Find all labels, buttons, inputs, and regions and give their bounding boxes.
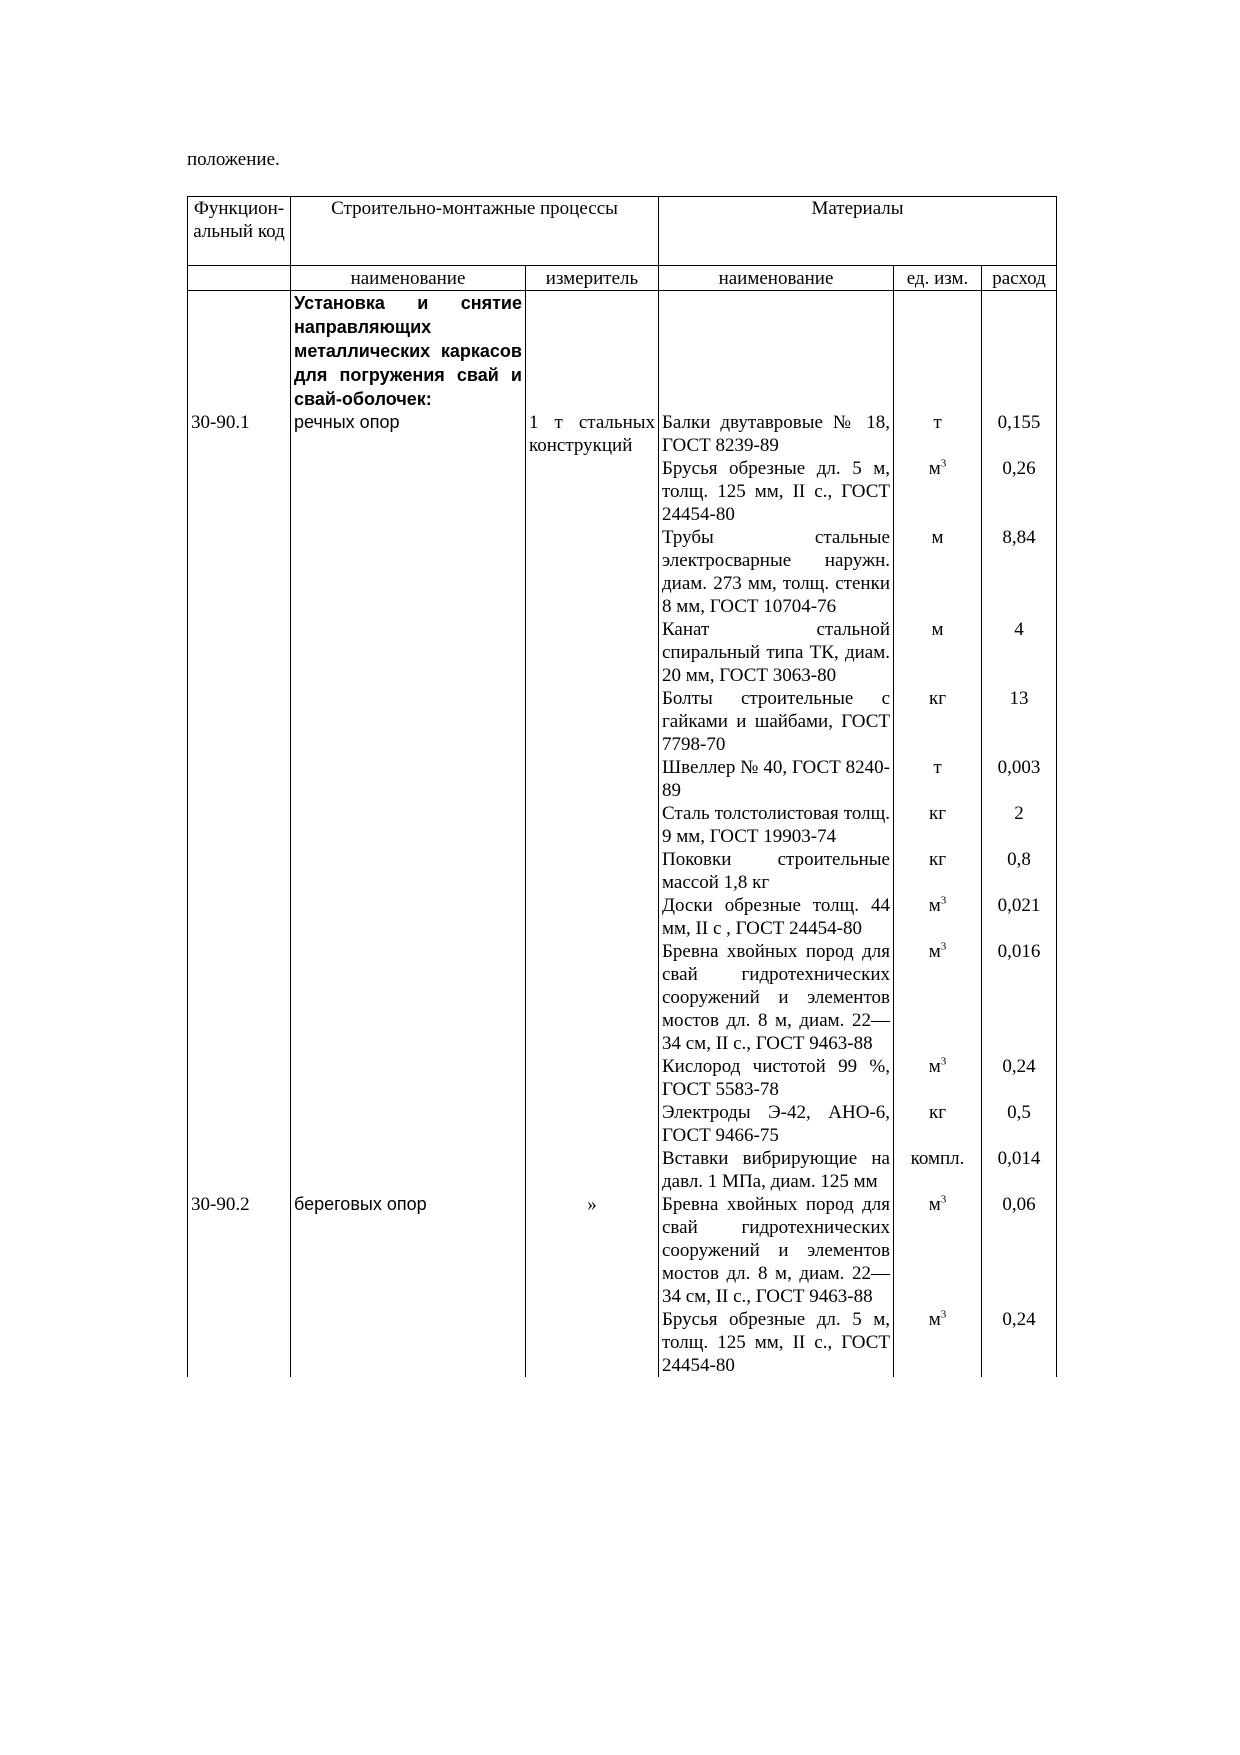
material-unit xyxy=(894,411,982,457)
material-qty: 0,8 xyxy=(982,848,1057,894)
unit-superscript: 3 xyxy=(940,1055,947,1068)
row-process-empty xyxy=(291,940,526,1055)
unit-superscript: 3 xyxy=(940,894,947,907)
row-code-empty xyxy=(188,802,291,848)
unit-superscript: 3 xyxy=(940,940,947,953)
material-name: Поковки строительные массой 1,8 кг xyxy=(659,848,894,894)
material-qty: 0,26 xyxy=(982,457,1057,526)
material-name: Швеллер № 40, ГОСТ 8240-89 xyxy=(659,756,894,802)
unit-text: м xyxy=(928,1309,941,1330)
row-code-empty xyxy=(188,848,291,894)
row-code-empty xyxy=(188,526,291,618)
row-measure: 1 т стальных конструкций xyxy=(526,411,659,457)
unit-text: т xyxy=(933,412,942,433)
unit-superscript: 3 xyxy=(940,1193,947,1206)
material-name: Вставки вибрирующие на давл. 1 МПа, диам. 125 мм xyxy=(659,1147,894,1193)
material-unit xyxy=(894,802,982,848)
row-measure-empty xyxy=(526,1055,659,1101)
row-code-empty xyxy=(188,457,291,526)
material-name: Брусья обрезные дл. 5 м, толщ. 125 мм, II с., ГОСТ 24454-80 xyxy=(659,457,894,526)
material-unit xyxy=(894,687,982,756)
material-qty: 0,5 xyxy=(982,1101,1057,1147)
row-process-empty xyxy=(291,1147,526,1193)
table-row xyxy=(188,802,1057,848)
row-measure-empty xyxy=(526,802,659,848)
table-row xyxy=(188,848,1057,894)
header-processes: Строительно-монтажные процессы xyxy=(291,197,659,266)
header-unit: ед. изм. xyxy=(894,266,982,291)
table-row xyxy=(188,457,1057,526)
unit-text: м xyxy=(928,1056,941,1077)
unit-text: м xyxy=(928,458,941,479)
unit-text: м xyxy=(931,619,944,640)
row-measure-empty xyxy=(526,618,659,687)
unit-text: кг xyxy=(928,803,947,824)
row-code: 30-90.1 xyxy=(188,411,291,457)
row-measure-empty xyxy=(526,940,659,1055)
header-materials: Материалы xyxy=(659,197,1057,266)
unit-superscript: 3 xyxy=(940,457,947,470)
header-row-sub xyxy=(188,266,1057,291)
row-process-empty xyxy=(291,1055,526,1101)
material-qty: 0,003 xyxy=(982,756,1057,802)
row-code-empty xyxy=(188,940,291,1055)
header-qty: расход xyxy=(982,266,1057,291)
row-measure-empty xyxy=(526,894,659,940)
material-name: Сталь толстолистовая толщ. 9 мм, ГОСТ 19903-74 xyxy=(659,802,894,848)
row-code-empty xyxy=(188,756,291,802)
table-row xyxy=(188,526,1057,618)
unit-text: кг xyxy=(928,849,947,870)
unit-superscript: 3 xyxy=(940,1308,947,1321)
material-qty: 2 xyxy=(982,802,1057,848)
material-unit xyxy=(894,756,982,802)
material-name: Бревна хвойных пород для свай гидротехнических сооружений и элементов мостов дл. 8 м, диам. 22—34 см, II с., ГОСТ 9463-88 xyxy=(659,1193,894,1308)
group-title: Установка и снятие направляющих металлических каркасов для погружения свай и свай-оболочек: xyxy=(291,291,526,412)
material-name: Кислород чистотой 99 %, ГОСТ 5583-78 xyxy=(659,1055,894,1101)
row-measure-empty xyxy=(526,848,659,894)
row-process-empty xyxy=(291,1308,526,1377)
intro-text: положение. xyxy=(187,149,280,170)
table-row xyxy=(188,940,1057,1055)
material-unit xyxy=(894,618,982,687)
material-name: Брусья обрезные дл. 5 м, толщ. 125 мм, II с., ГОСТ 24454-80 xyxy=(659,1308,894,1377)
row-process-empty xyxy=(291,618,526,687)
material-name: Балки двутавровые № 18, ГОСТ 8239-89 xyxy=(659,411,894,457)
material-unit xyxy=(894,1055,982,1101)
material-unit xyxy=(894,1101,982,1147)
row-code-empty xyxy=(188,894,291,940)
table-body xyxy=(188,411,1057,1377)
unit-text: компл. xyxy=(910,1148,965,1169)
table-row xyxy=(188,1055,1057,1101)
table-row xyxy=(188,1193,1057,1308)
table-row xyxy=(188,618,1057,687)
header-material-name: наименование xyxy=(659,266,894,291)
material-qty: 0,155 xyxy=(982,411,1057,457)
table-row xyxy=(188,1147,1057,1193)
material-name: Канат стальной спиральный типа ТК, диам. 20 мм, ГОСТ 3063-80 xyxy=(659,618,894,687)
unit-text: м xyxy=(931,527,944,548)
header-code: Функциональный код xyxy=(188,197,291,266)
material-unit xyxy=(894,894,982,940)
row-process-empty xyxy=(291,526,526,618)
material-qty: 8,84 xyxy=(982,526,1057,618)
norms-table xyxy=(187,196,1057,1377)
row-process-empty xyxy=(291,457,526,526)
material-qty: 0,06 xyxy=(982,1193,1057,1308)
unit-text: м xyxy=(928,895,941,916)
material-name: Бревна хвойных пород для свай гидротехнических сооружений и элементов мостов дл. 8 м, диам. 22—34 см, II с., ГОСТ 9463-88 xyxy=(659,940,894,1055)
row-measure-empty xyxy=(526,1101,659,1147)
header-row-top xyxy=(188,197,1057,266)
material-qty: 0,016 xyxy=(982,940,1057,1055)
material-unit xyxy=(894,457,982,526)
table-row xyxy=(188,894,1057,940)
unit-text: т xyxy=(933,757,942,778)
row-measure-empty xyxy=(526,1308,659,1377)
material-unit xyxy=(894,1308,982,1377)
material-name: Болты строительные с гайками и шайбами, ГОСТ 7798-70 xyxy=(659,687,894,756)
material-name: Трубы стальные электросварные наружн. диам. 273 мм, толщ. стенки 8 мм, ГОСТ 10704-76 xyxy=(659,526,894,618)
material-name: Доски обрезные толщ. 44 мм, II с , ГОСТ 24454-80 xyxy=(659,894,894,940)
material-unit xyxy=(894,526,982,618)
row-measure-empty xyxy=(526,526,659,618)
row-measure-empty xyxy=(526,457,659,526)
table-row xyxy=(188,411,1057,457)
row-measure-empty xyxy=(526,1147,659,1193)
material-unit xyxy=(894,848,982,894)
row-code-empty xyxy=(188,1308,291,1377)
unit-text: кг xyxy=(928,688,947,709)
row-process-empty xyxy=(291,756,526,802)
material-unit xyxy=(894,1147,982,1193)
row-measure-empty xyxy=(526,687,659,756)
table-row xyxy=(188,687,1057,756)
row-process-empty xyxy=(291,848,526,894)
header-code-empty xyxy=(188,266,291,291)
table-row xyxy=(188,756,1057,802)
header-measure: измеритель xyxy=(526,266,659,291)
row-code: 30-90.2 xyxy=(188,1193,291,1308)
row-code-empty xyxy=(188,1147,291,1193)
row-process-empty xyxy=(291,1101,526,1147)
material-qty: 0,24 xyxy=(982,1308,1057,1377)
row-process-empty xyxy=(291,687,526,756)
table-row xyxy=(188,1101,1057,1147)
table-row xyxy=(188,1308,1057,1377)
row-code-empty xyxy=(188,618,291,687)
row-process-empty xyxy=(291,894,526,940)
material-qty: 0,021 xyxy=(982,894,1057,940)
material-name: Электроды Э-42, АНО-6, ГОСТ 9466-75 xyxy=(659,1101,894,1147)
header-process-name: наименование xyxy=(291,266,526,291)
material-unit xyxy=(894,940,982,1055)
material-qty: 0,24 xyxy=(982,1055,1057,1101)
row-code-empty xyxy=(188,1055,291,1101)
row-process: речных опор xyxy=(291,411,526,457)
material-qty: 4 xyxy=(982,618,1057,687)
row-measure: » xyxy=(526,1193,659,1308)
unit-text: кг xyxy=(928,1102,947,1123)
group-title-row xyxy=(188,291,1057,412)
row-measure-empty xyxy=(526,756,659,802)
unit-text: м xyxy=(928,1194,941,1215)
row-code-empty xyxy=(188,1101,291,1147)
material-qty: 13 xyxy=(982,687,1057,756)
row-process: береговых опор xyxy=(291,1193,526,1308)
material-unit xyxy=(894,1193,982,1308)
material-qty: 0,014 xyxy=(982,1147,1057,1193)
row-code-empty xyxy=(188,687,291,756)
row-process-empty xyxy=(291,802,526,848)
unit-text: м xyxy=(928,941,941,962)
